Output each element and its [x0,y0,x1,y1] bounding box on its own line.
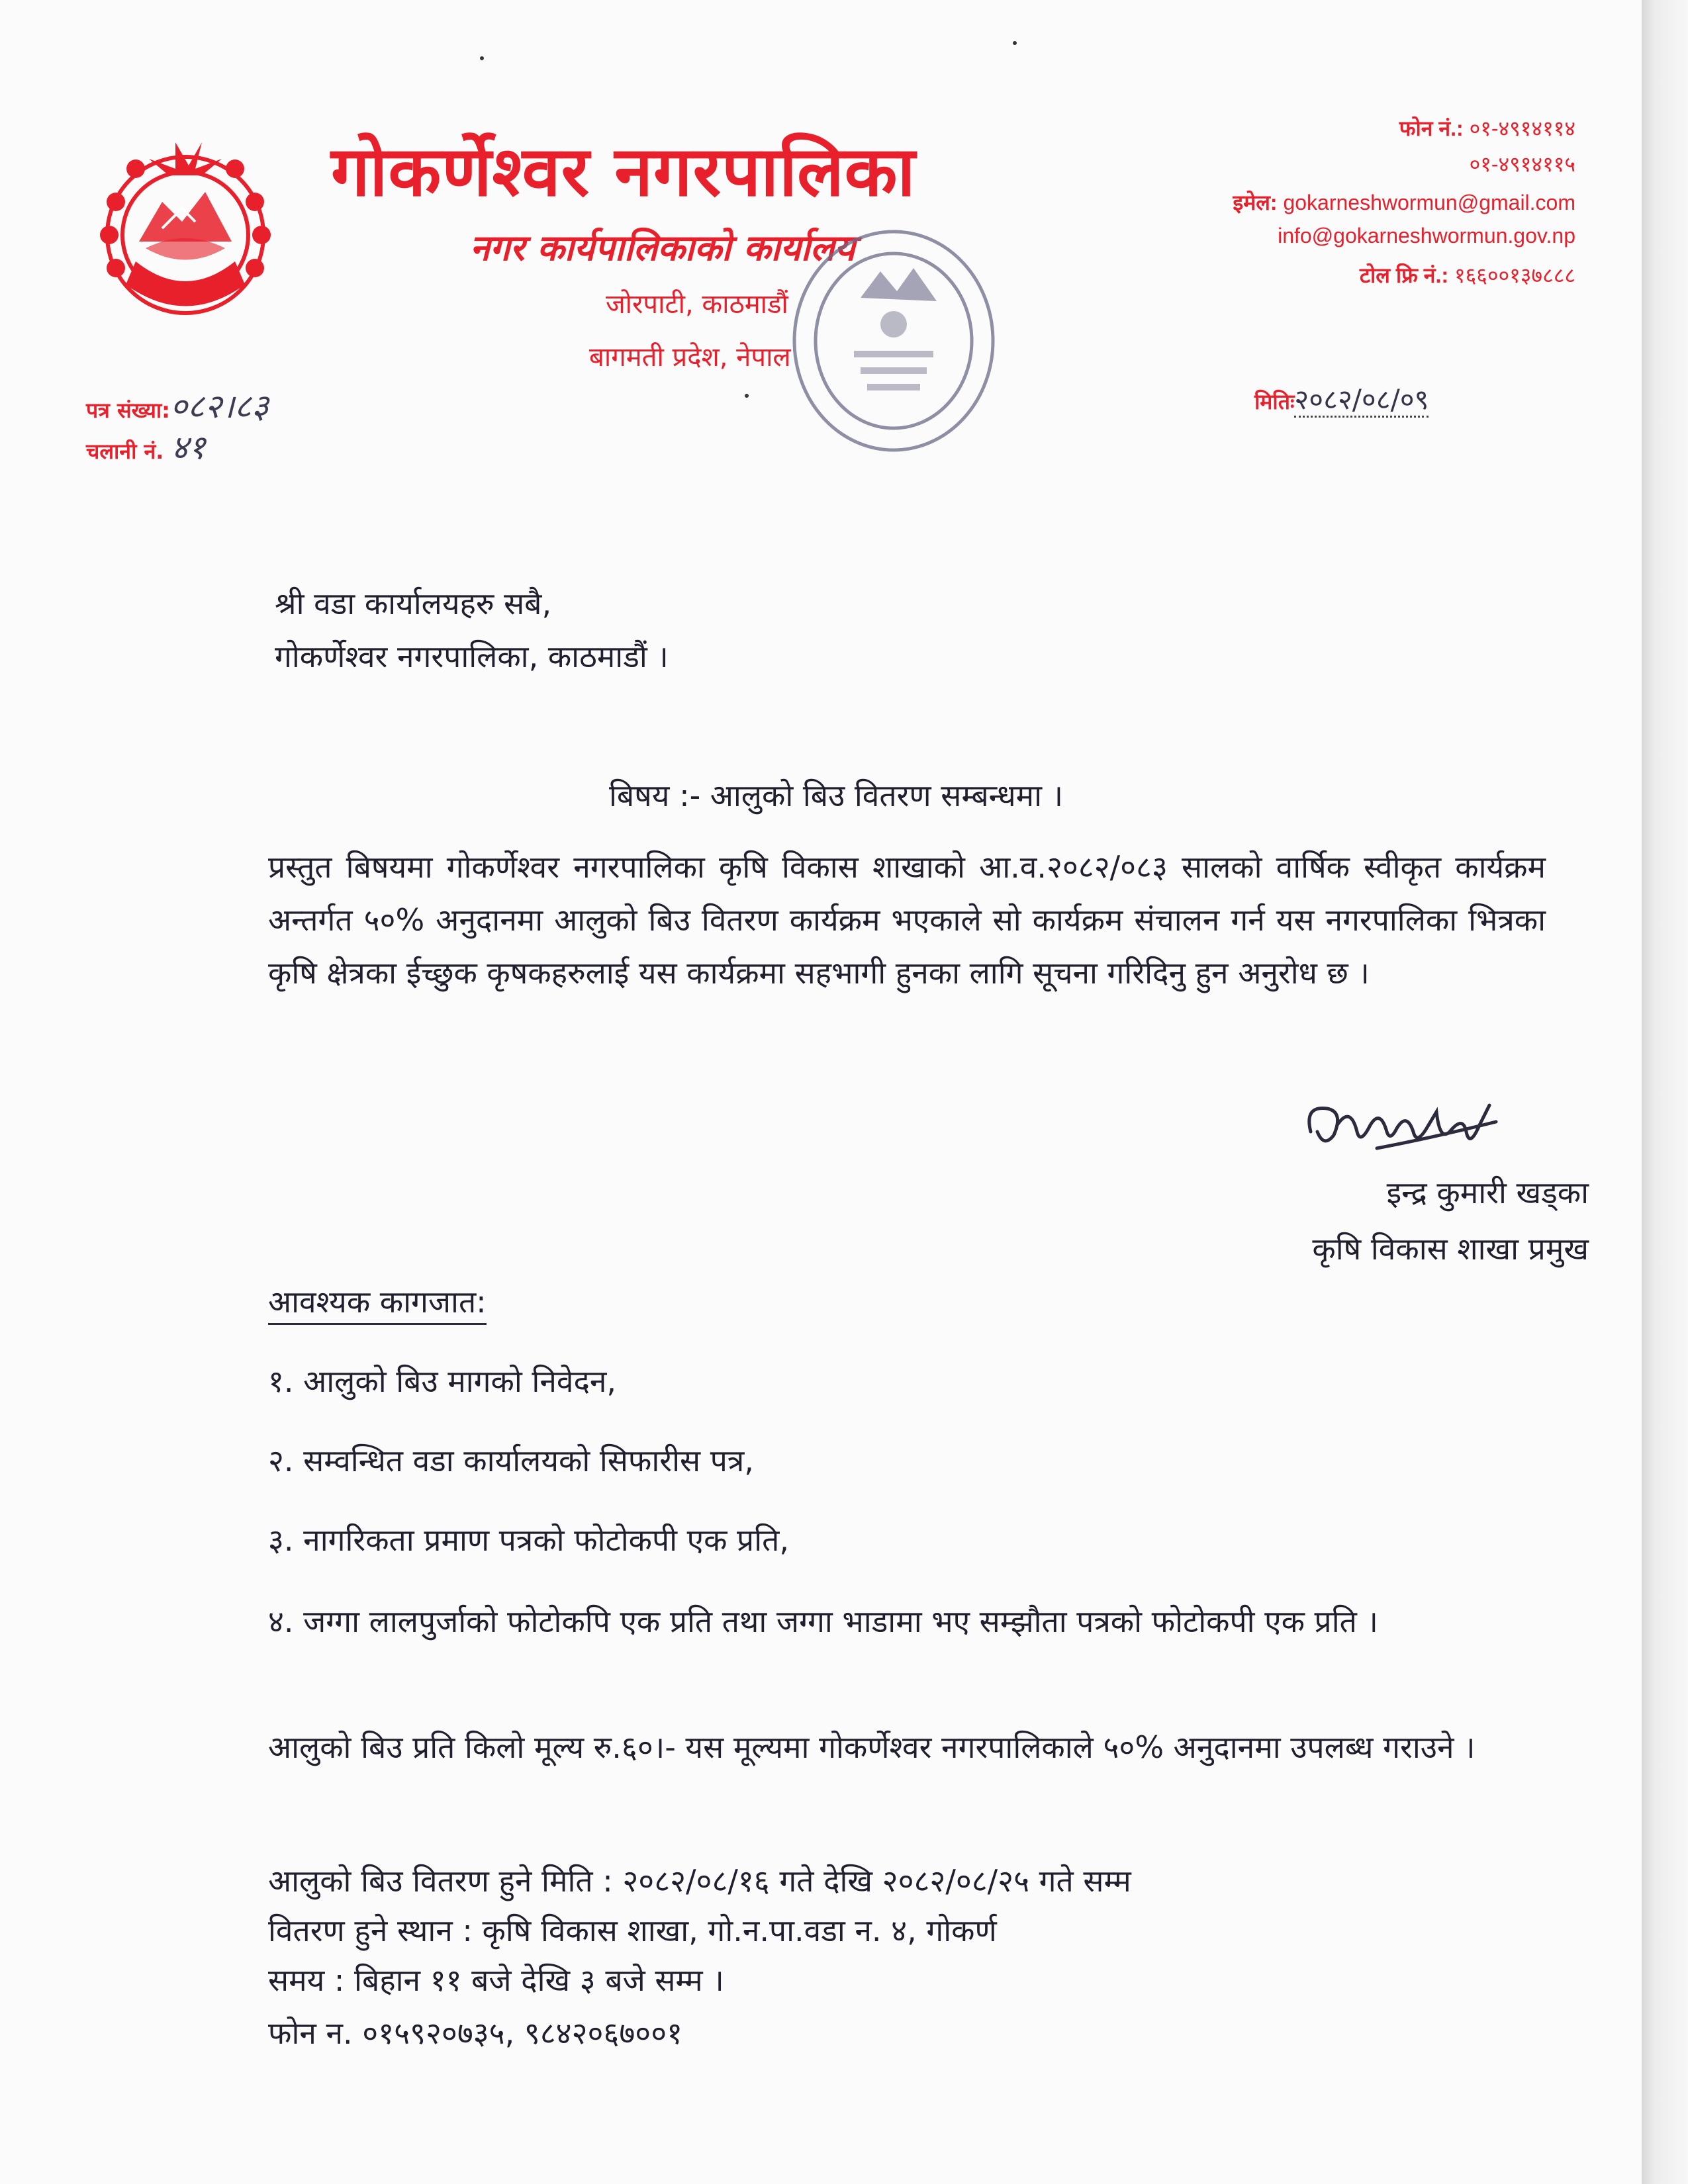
distribution-time: समय : बिहान ११ बजे देखि ३ बजे सम्म । [268,1962,724,1998]
contact-email-1 [1233,188,1575,216]
phone-label: फोन नं.: [1399,116,1464,140]
document-item: ४. जग्गा लालपुर्जाको फोटोकपि एक प्रति तथा जग्गा भाडामा भए सम्झौता पत्रको फोटोकपी एक प्रति । [268,1604,1378,1639]
date-label: मितिः [1254,389,1295,414]
letter-number-value: ०८२।८३ [169,387,269,426]
contact-email-2 [1278,224,1575,248]
handwritten-signature-icon [1297,1085,1516,1165]
email-1-value: gokarneshwormun@gmail.com [1283,191,1575,214]
address-line-1: जोरपाटी, काठमाडौं [606,289,788,320]
scan-speck [480,56,484,60]
scan-edge [1642,0,1688,2184]
document-item: २. सम्वन्धित वडा कार्यालयको सिफारीस पत्र, [268,1443,754,1479]
phone-2-value: ०१-४९१४११५ [1469,152,1575,176]
contact-phone-2 [1470,150,1575,178]
body-paragraph: प्रस्तुत बिषयमा गोकर्णेश्वर नगरपालिका कृषि विकास शाखाको आ.व.२०८२/०८३ सालको वार्षिक स्वीकृत कार्यक्रम अन्तर्गत ५०% अनुदानमा आलुको बिउ वितरण कार्यक्रम भएकाले सो कार्यक्रम संचालन गर्न यस नगरपालिका भित्रका कृषि क्षेत्रका ईच्छुक कृषकहरुलाई यस कार्यक्रमा सहभागी हुनका लागि सूचना गरिदिनु हुन अनुरोध छ । [268,849,1546,991]
scan-speck [1013,41,1017,45]
date-value: २०८२/०८/०९ [1294,383,1429,418]
address-line-2: बागमती प्रदेश, नेपाल [589,342,791,373]
price-note: आलुको बिउ प्रति किलो मूल्य रु.६०।- यस मूल्यमा गोकर्णेश्वर नगरपालिकाले ५०% अनुदानमा उपलब्ध गराउने । [268,1729,1476,1765]
contact-phone-1 [1399,114,1575,142]
email-2-value: info@gokarneshwormun.gov.np [1278,224,1575,248]
phone-1-value: ०१-४९१४११४ [1469,116,1575,140]
dispatch-number [86,424,206,469]
letter-number [86,383,269,428]
document-item: १. आलुको बिउ मागको निवेदन, [268,1363,617,1399]
dispatch-number-label: चलानी नं. [86,439,164,464]
org-name: गोकर्णेश्वर नगरपालिका [331,131,916,212]
recipient-line-1: श्री वडा कार्यालयहरु सबै, [275,586,552,621]
letter-date [1254,380,1429,418]
subject: बिषय :- आलुको बिउ वितरण सम्बन्धमा । [609,778,1064,813]
office-name: नगर कार्यपालिकाको कार्यालय [470,227,855,269]
tollfree-value: १६६००१३७८८८ [1454,263,1575,287]
contact-tollfree [1360,261,1575,289]
recipient-line-2: गोकर्णेश्वर नगरपालिका, काठमाडौं । [275,639,669,674]
distribution-phone: फोन न. ०१५९२०७३५, ९८४२०६७००१ [268,2015,683,2051]
office-seal-stamp-icon [781,218,1006,463]
signatory-designation: कृषि विकास शाखा प्रमुख [1312,1231,1589,1267]
signatory-name: इन्द्र कुमारी खड्का [1386,1175,1589,1210]
documents-heading: आवश्यक कागजात: [268,1281,487,1325]
distribution-date: आलुको बिउ वितरण हुने मिति : २०८२/०८/१६ गते देखि २०८२/०८/२५ गते सम्म [268,1863,1131,1899]
email-label: इमेल: [1233,191,1278,214]
document-item: ३. नागरिकता प्रमाण पत्रको फोटोकपी एक प्रति, [268,1522,789,1558]
distribution-place: वितरण हुने स्थान : कृषि विकास शाखा, गो.न.पा.वडा न. ४, गोकर्ण [268,1913,997,1948]
nepal-emblem-icon [89,129,281,328]
letter-number-label: पत्र संख्या: [86,398,170,423]
dispatch-number-value: ४१ [171,428,206,467]
scan-speck [745,394,749,398]
tollfree-label: टोल फ्रि नं.: [1359,263,1449,287]
